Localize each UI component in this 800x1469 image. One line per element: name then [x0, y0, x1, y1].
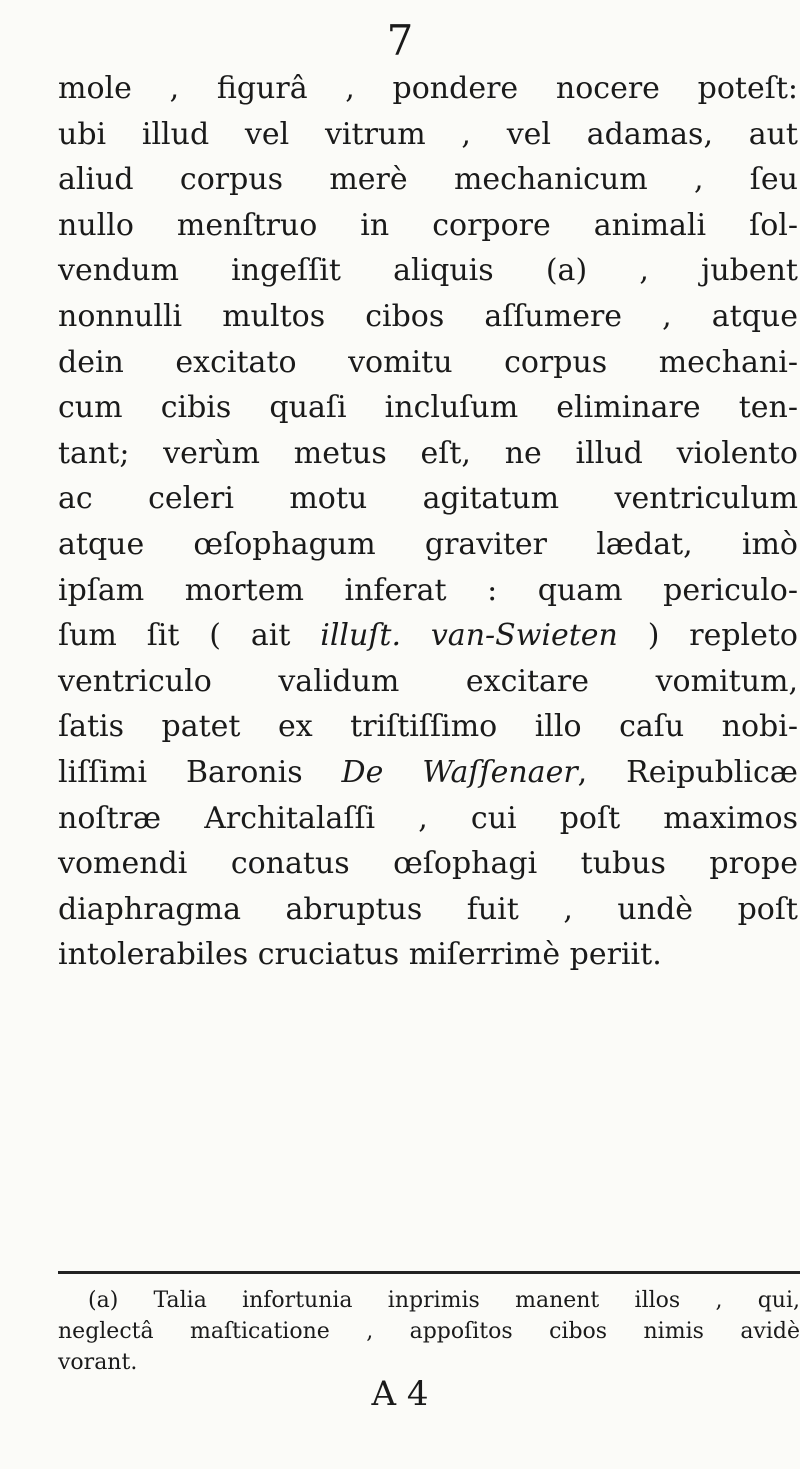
footnote: [58, 1285, 800, 1378]
page-number: 7: [386, 16, 414, 65]
line-prefix: liſſimi Baronis: [58, 754, 342, 790]
footnote-line: (a) Talia infortunia inprimis manent illos , qui,: [88, 1288, 800, 1313]
line-suffix: ) repleto: [617, 618, 798, 654]
cited-author: illuſt. van-Swieten: [320, 618, 618, 654]
text-line: noſtræ Architalaſſi , cui poſt maximos: [58, 800, 798, 836]
text-line: intolerabiles cruciatus miſerrimè periit.: [58, 937, 662, 973]
text-line: nonnulli multos cibos aſſumere , atque: [58, 298, 798, 334]
text-line: ac celeri motu agitatum ventriculum: [58, 481, 798, 517]
main-text: [58, 66, 798, 978]
signature-mark: A 4: [371, 1374, 429, 1414]
text-line-with-citation: [58, 613, 798, 659]
person-name: De Waſſenaer: [341, 754, 578, 790]
footnote-line: vorant.: [58, 1350, 138, 1375]
text-line: aliud corpus merè mechanicum , ſeu: [58, 162, 798, 198]
text-line: ipſam mortem inferat : quam periculo-: [58, 572, 798, 608]
text-line: mole , figurâ , pondere nocere poteſt:: [58, 71, 798, 106]
text-line: nullo menſtruo in corpore animali ſol-: [58, 207, 798, 243]
line-suffix: , Reipublicæ: [577, 754, 798, 790]
text-line: cum cibis quaſi incluſum eliminare ten-: [58, 390, 798, 426]
footnote-line: neglectâ maſticatione , appoſitos cibos nimis avidè: [58, 1319, 800, 1344]
text-line: dein excitato vomitu corpus mechani-: [58, 344, 798, 380]
text-line-with-name: [58, 750, 798, 796]
text-line: vendum ingeſſit aliquis (a) , jubent: [58, 253, 798, 289]
text-line: ventriculo validum excitare vomitum,: [58, 663, 798, 699]
text-line: ubi illud vel vitrum , vel adamas, aut: [58, 116, 798, 152]
text-line: ſatis patet ex triſtiſſimo illo caſu nobi-: [58, 709, 798, 745]
text-line: vomendi conatus œſophagi tubus prope: [58, 846, 798, 882]
text-line: tant; verùm metus eſt, ne illud violento: [58, 435, 798, 471]
text-line: atque œſophagum graviter lædat, imò: [58, 526, 798, 562]
line-prefix: ſum ſit ( ait: [58, 618, 321, 654]
footnote-divider: [58, 1271, 800, 1274]
text-line: diaphragma abruptus fuit , undè poſt: [58, 891, 798, 927]
